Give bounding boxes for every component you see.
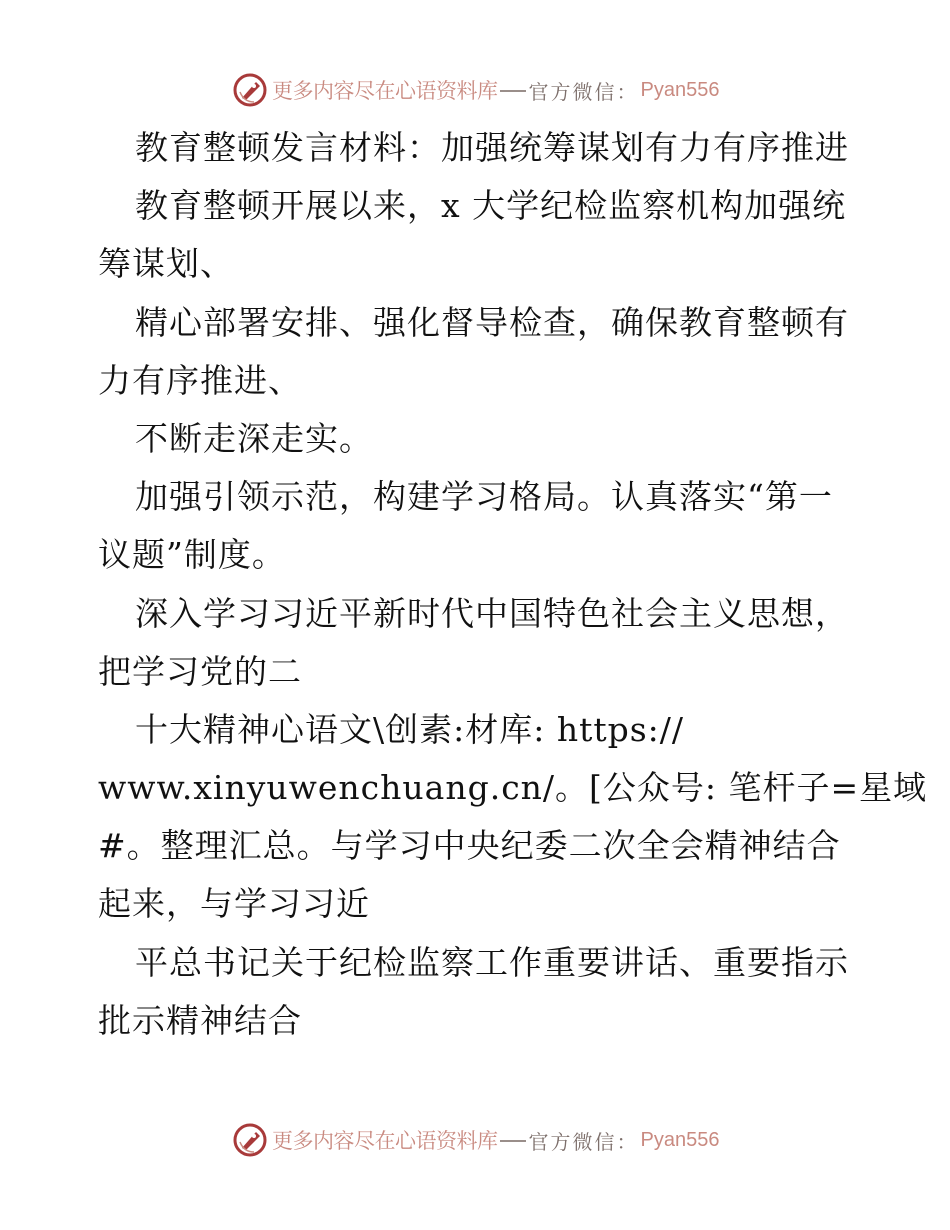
paragraph-line: 十大精神心语文\创素:材库: https:// [135, 710, 685, 749]
paragraph-line: 起来，与学习习近 [98, 884, 370, 923]
pen-nib-circle-icon [232, 1122, 268, 1158]
paragraph-line: 平总书记关于纪检监察工作重要讲话、重要指示 [135, 943, 849, 982]
watermark-footer [232, 1120, 732, 1160]
watermark-brand-text: 更多内容尽在心语资料库 [272, 1129, 498, 1153]
paragraph-line: 加强引领示范，构建学习格局。认真落实“第一 [135, 477, 833, 516]
document-title: 教育整顿发言材料：加强统筹谋划有力有序推进 [135, 128, 849, 167]
paragraph-line: #。整理汇总。与学习中央纪委二次全会精神结合 [98, 826, 841, 865]
paragraph-line: 深入学习习近平新时代中国特色社会主义思想， [135, 594, 849, 633]
watermark-wechat-label: 官方微信： [528, 79, 639, 104]
paragraph-line: 不断走深走实。 [135, 419, 373, 458]
watermark-wechat-id: Pyan556 [640, 78, 720, 101]
watermark-header [232, 70, 732, 110]
watermark-dash [500, 1140, 526, 1142]
paragraph-line: 议题”制度。 [98, 535, 286, 574]
paragraph-line: 批示精神结合 [98, 1001, 302, 1040]
watermark-wechat-label: 官方微信： [528, 1129, 639, 1154]
pen-nib-circle-icon [232, 72, 268, 108]
paragraph-line: 筹谋划、 [98, 244, 234, 283]
paragraph-line: www.xinyuwenchuang.cn/。[公众号: 笔杆子=星域 [98, 768, 928, 807]
paragraph-line: 教育整顿开展以来，x 大学纪检监察机构加强统 [135, 186, 847, 225]
watermark-brand-text: 更多内容尽在心语资料库 [272, 79, 498, 103]
paragraph-line: 精心部署安排、强化督导检查，确保教育整顿有 [135, 303, 849, 342]
watermark-dash [500, 90, 526, 92]
paragraph-line: 把学习党的二 [98, 652, 302, 691]
paragraph-line: 力有序推进、 [98, 361, 302, 400]
watermark-wechat-id: Pyan556 [640, 1128, 720, 1151]
